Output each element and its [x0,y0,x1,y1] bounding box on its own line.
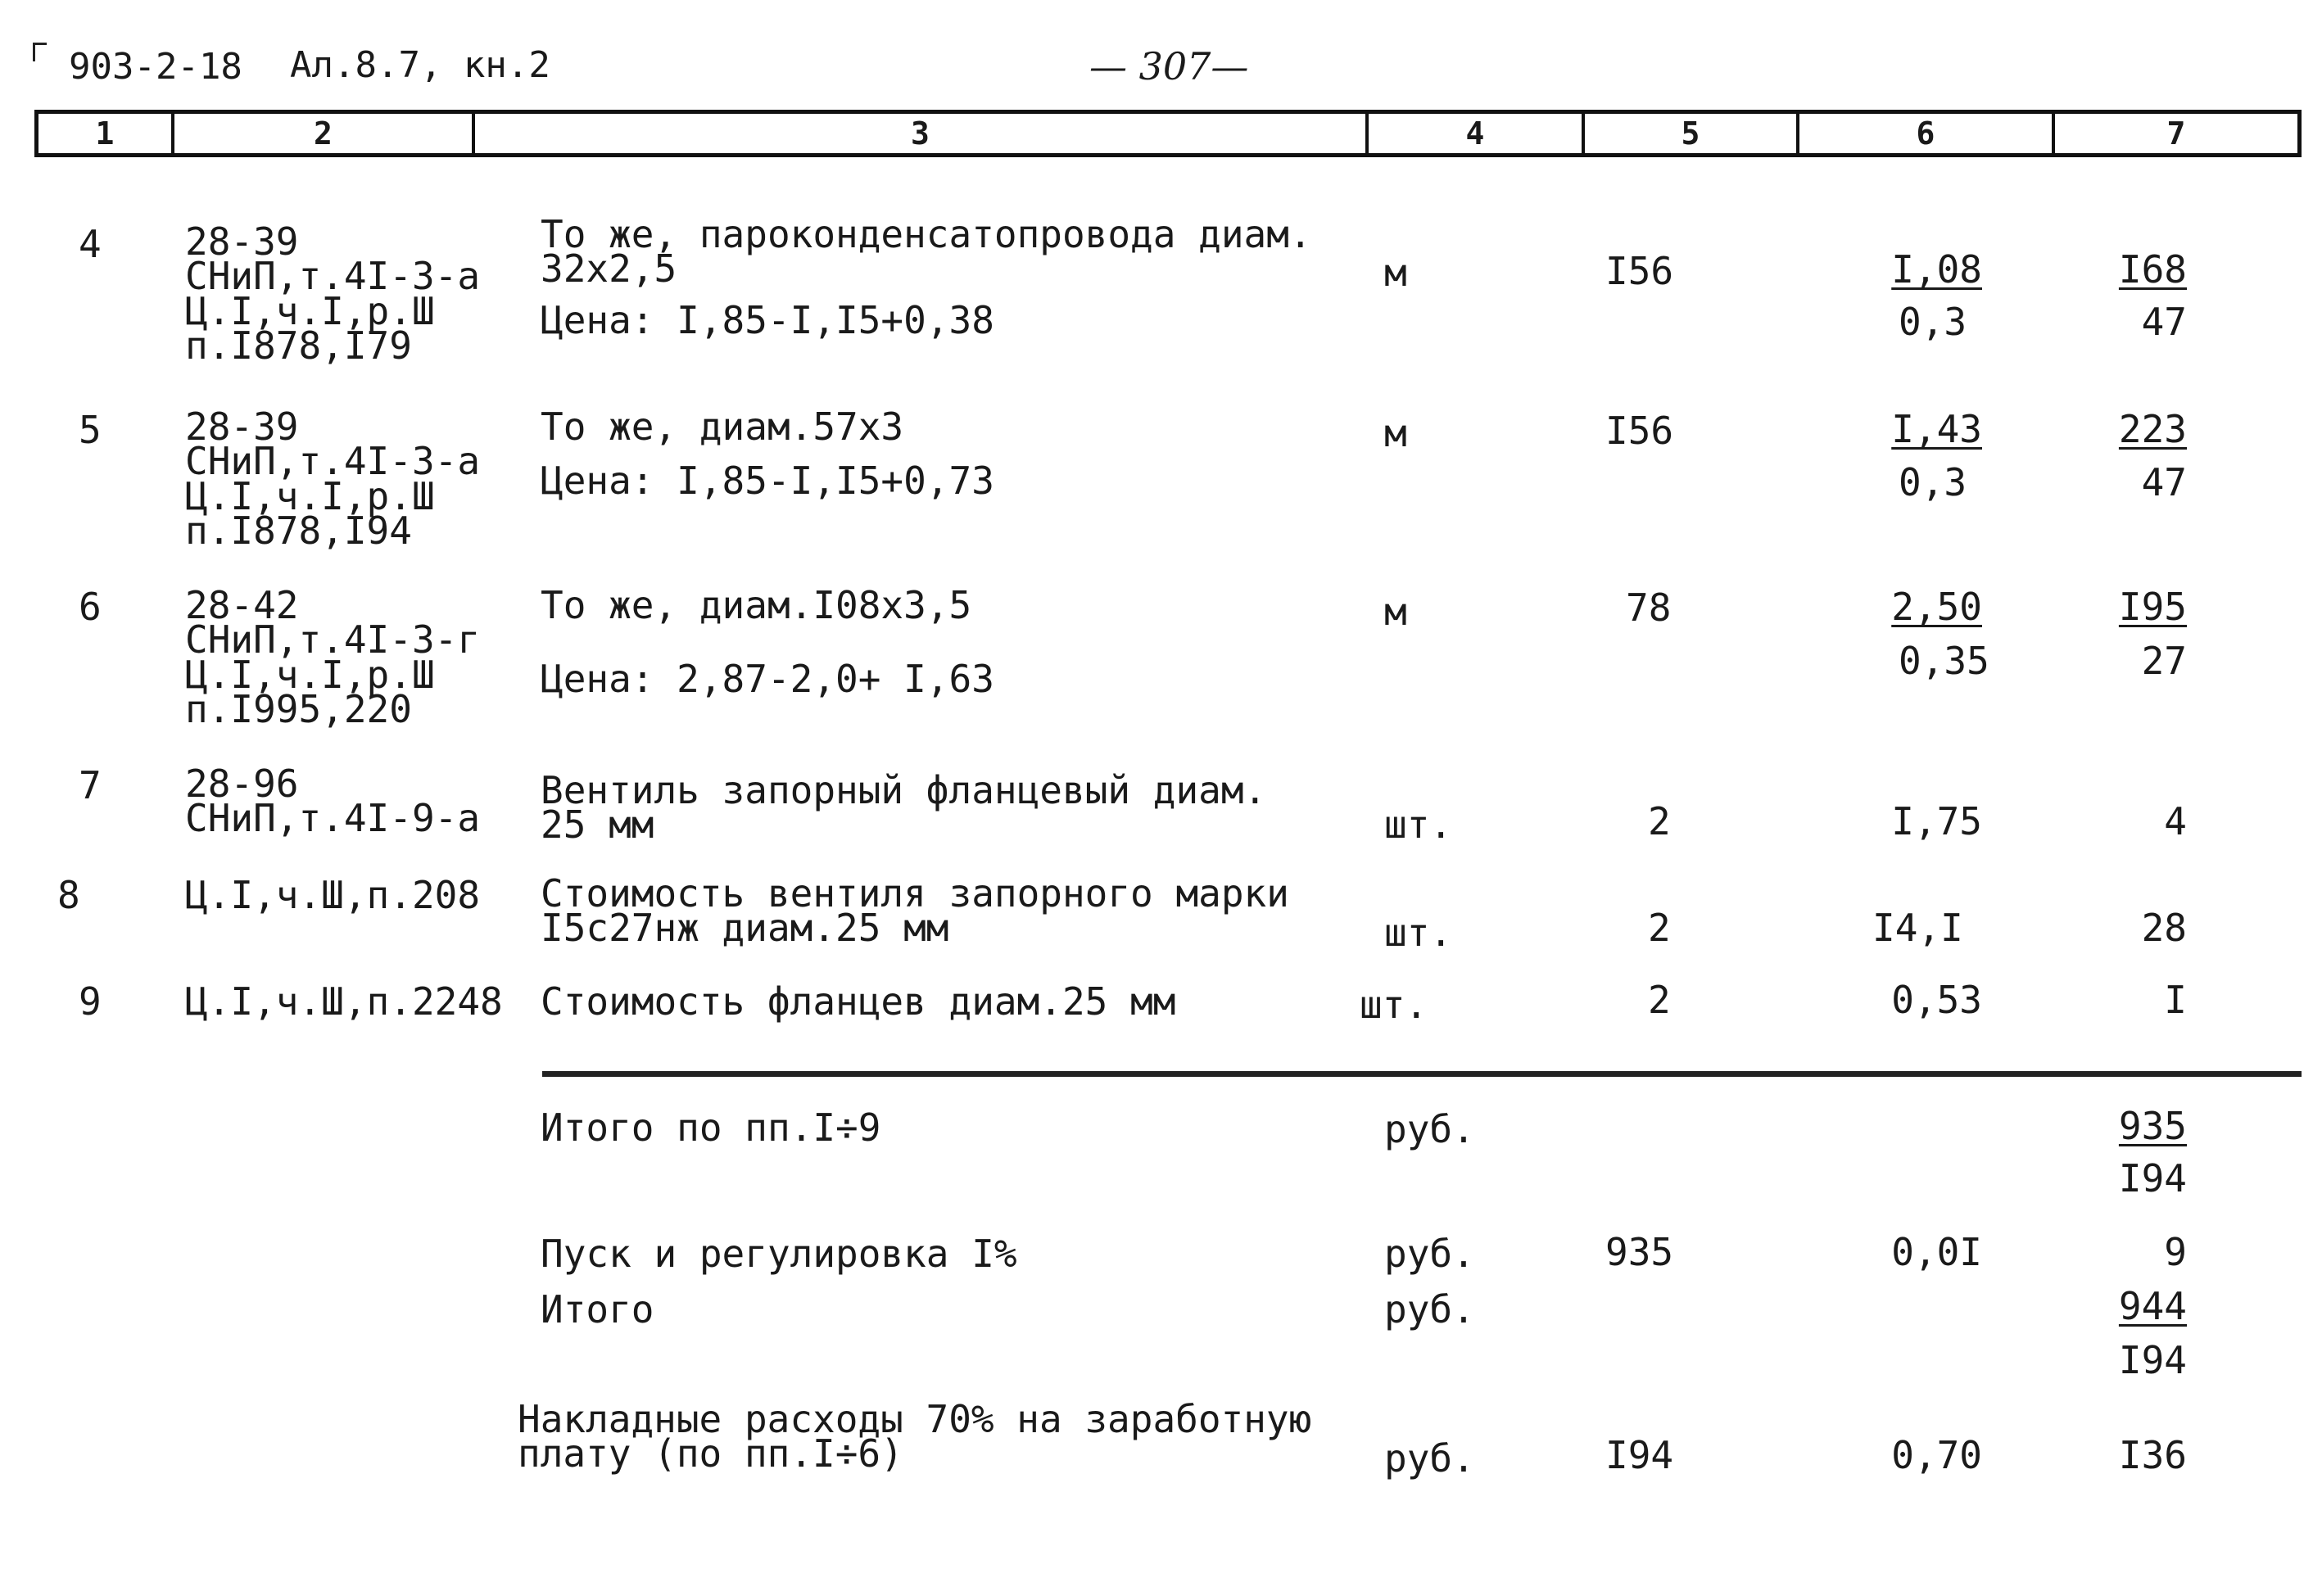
unit-rate: I4,I [1872,906,1963,950]
price-formula: Цена: 2,87-2,0+ I,63 [541,657,994,701]
total-label: Итого [541,1287,654,1332]
unit-rate-wage: 0,3 [1899,460,1967,504]
row-number: 9 [79,979,102,1024]
unit: руб. [1384,1107,1475,1151]
quantity: I56 [1605,409,1674,453]
quantity: 2 [1648,978,1671,1022]
total-cost: 9 [2164,1230,2187,1274]
norm-reference: Ц.I,ч.Ш,п.208 [185,873,481,917]
unit-rate: I,43 [1891,407,1982,451]
total-cost: I68 [2118,247,2187,292]
unit-rate: 0,53 [1891,978,1982,1022]
item-description: Стоимость вентиля запорного марки I5с27нж диам.25 мм [541,871,1289,951]
page-number: — 307— [1089,44,1249,88]
quantity: 78 [1626,586,1672,630]
total-cost-wage: 27 [2141,639,2187,683]
col-header-1: 1 [38,114,174,153]
item-description: То же, диам.I08х3,5 [541,583,972,627]
unit: м [1384,590,1407,634]
doc-code: 903-2-18 [69,46,242,88]
unit: м [1384,251,1407,295]
overhead-label: Накладные расходы 70% на заработную плату (по пп.I÷6) [518,1397,1312,1476]
price-formula: Цена: I,85-I,I5+0,73 [541,459,994,503]
unit: руб. [1384,1232,1475,1276]
row-number: 8 [57,873,80,917]
column-header [34,110,2302,157]
total-cost: 935 [2118,1104,2187,1148]
col-header-2: 2 [174,114,475,153]
row-number: 6 [79,585,102,629]
totals-divider [542,1071,2302,1077]
norm-reference: 28-39 СНиП,т.4I-3-а Ц.I,ч.I,р.Ш п.I878,I79 [185,219,481,368]
total-cost-wage: 47 [2141,300,2187,344]
row-number: 5 [79,408,102,452]
norm-reference: 28-39 СНиП,т.4I-3-а Ц.I,ч.I,р.Ш п.I878,I94 [185,405,481,553]
total-cost: 28 [2141,906,2187,950]
col-header-6: 6 [1799,114,2055,153]
item-description: Вентиль запорный фланцевый диам. 25 мм [541,768,1267,848]
norm-reference: Ц.I,ч.Ш,п.2248 [185,979,503,1024]
corner-mark [33,43,47,61]
unit: руб. [1384,1287,1475,1332]
col-header-5: 5 [1585,114,1799,153]
startup-label: Пуск и регулировка I% [541,1232,1017,1276]
quantity: I56 [1605,249,1674,293]
unit-rate: I,08 [1891,247,1982,292]
total-cost: I [2164,978,2187,1022]
norm-reference: 28-96 СНиП,т.4I-9-а [185,762,481,841]
norm-reference: 28-42 СНиП,т.4I-3-г Ц.I,ч.I,р.Ш п.I995,220 [185,583,481,731]
unit-rate: I,75 [1891,799,1982,843]
unit-rate: 2,50 [1891,585,1982,629]
unit: руб. [1384,1436,1475,1481]
col-header-3: 3 [475,114,1369,153]
total-cost-wage: I94 [2118,1156,2187,1200]
total-cost: 223 [2118,407,2187,451]
unit: шт. [1360,983,1428,1027]
quantity: 2 [1648,799,1671,843]
item-description: Стоимость фланцев диам.25 мм [541,979,1176,1024]
price-formula: Цена: I,85-I,I5+0,38 [541,298,994,342]
unit-rate-wage: 0,35 [1899,639,1989,683]
unit-rate: 0,0I [1891,1230,1982,1274]
quantity: 935 [1605,1230,1674,1274]
total-cost: I95 [2118,585,2187,629]
unit-rate-wage: 0,3 [1899,300,1967,344]
total-cost: 944 [2118,1284,2187,1328]
total-cost-wage: 47 [2141,460,2187,504]
unit: шт. [1384,803,1453,847]
total-cost: 4 [2164,799,2187,843]
unit: шт. [1384,911,1453,955]
unit-rate: 0,70 [1891,1433,1982,1477]
row-number: 4 [79,222,102,266]
quantity: 2 [1648,906,1671,950]
total-cost-wage: I94 [2118,1338,2187,1382]
quantity: I94 [1605,1433,1674,1477]
item-description: То же, пароконденсатопровода диам. 32х2,5 [541,212,1312,292]
col-header-4: 4 [1369,114,1585,153]
unit: м [1384,411,1407,455]
total-cost: I36 [2118,1433,2187,1477]
row-number: 7 [79,763,102,807]
album-ref: Ал.8.7, кн.2 [290,44,550,86]
item-description: То же, диам.57х3 [541,405,904,449]
col-header-7: 7 [2166,115,2186,151]
subtotal-label: Итого по пп.I÷9 [541,1105,881,1150]
